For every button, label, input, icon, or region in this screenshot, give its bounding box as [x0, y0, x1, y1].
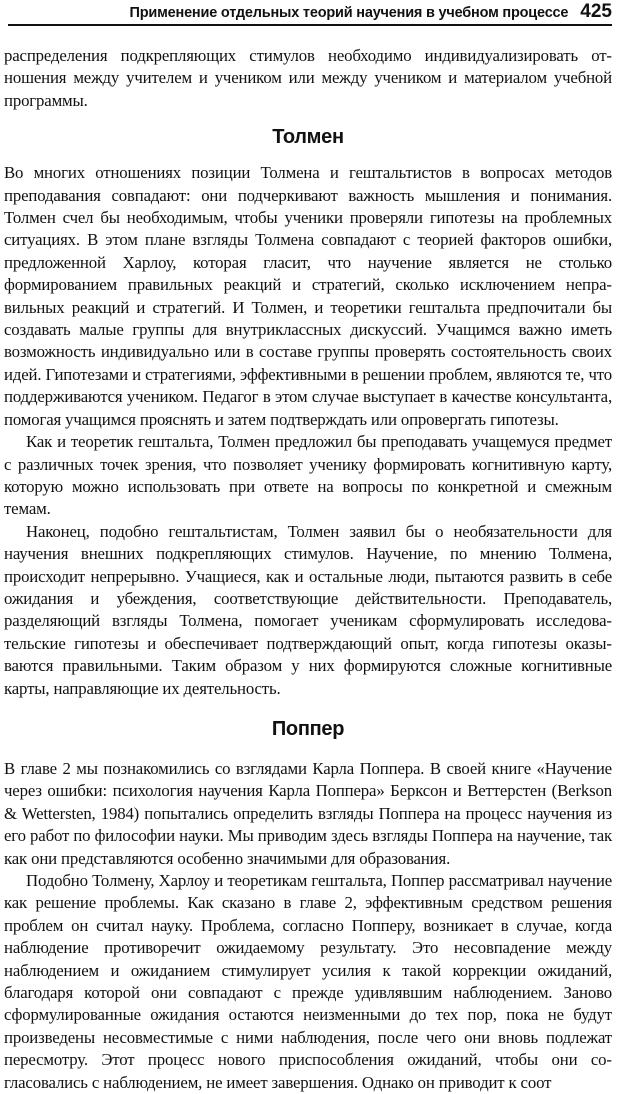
- tolman-paragraph-2: Как и теоретик гештальта, Толмен предложил бы преподавать учащемуся предмет с различных точек зрения, что позволяет ученику формировать когнитивную карту, которую можно использовать при ответе на вопросы по конкретной и смежным темам.: [4, 432, 612, 519]
- section-heading-popper: Поппер: [271, 717, 345, 740]
- intro-paragraph: распределения подкрепляющих стимулов необходимо индивидуализировать отношения между учителем и учеником или между учеником и материалом учебной программы.: [4, 46, 612, 110]
- tolman-paragraph-1: Во многих отношениях позиции Толмена и гештальтистов в вопросах методов преподавания совпадают: они подчеркивают важность мышления и понимания. Толмен счел бы необходимым, чтобы ученики проверяли гипотезы на проблемных ситуациях. В этом плане взгляды Толмена совпадают с теорией факторов ошибки, предложенной Харлоу, которая гласит, что научение является не столько формированием правильных реакций и стратегий, сколько исключением неправильных реакций и стратегий. И Толмен, и теоретики гештальта предпочитали бы создавать малые группы для внутриклассных дискуссий. Учащимся важно иметь возможность индивидуально или в составе группы проверять состоятельность своих идей. Гипотезами и стратегиями, эффективными в решении проблем, являются те, что поддерживаются учеником. Педагог в этом случае выступает в качестве консультанта, помогая учащимся прояснять и затем подтверждать или опровергать гипотезы.: [4, 163, 612, 429]
- popper-paragraph-1: В главе 2 мы познакомились со взглядами Карла Поппера. В своей книге «Научение через ошибки: психология научения Карла Поппера» Берксон и Веттерстен (Berkson & Wettersten, 1984) попытались определить взгляды Поппера на процесс научения из его работ по философии науки. Мы приводим здесь взгляды Поппера на научение, так как они представляются особенно значимыми для образования.: [4, 758, 612, 868]
- running-header: [8, 2, 612, 26]
- body-text: [4, 45, 612, 1094]
- page-number: 425: [580, 1, 612, 22]
- section-heading-tolman: Толмен: [272, 126, 344, 149]
- running-title: Применение отдельных теорий научения в учебном процессе: [129, 5, 569, 21]
- popper-paragraph-2: Подобно Толмену, Харлоу и теоретикам гештальта, Поппер рассматривал научение как решение проблемы. Как сказано в главе 2, эффективным средством решения проблем он считал науку. Проблема, согласно Попперу, возникает в случае, когда наблюдение противоречит ожидаемому результату. Это несовпадение между наблюдением и ожиданием стимулирует усилия к такой коррекции ожиданий, благодаря которой они совпадают с прежде удивлявшим наблюдением. Заново сформулированные ожидания остаются неизменными до тех пор, пока не будут произведены несовместимые с ними наблюдения, после чего они вновь подлежат пересмотру. Этот процесс нового приспособления ожиданий, чтобы они согласовались с наблюдением, не имеет завершения. Однако он приводит к соот: [4, 871, 612, 1092]
- tolman-paragraph-3: Наконец, подобно гештальтистам, Толмен заявил бы о необязательности для научения внешних подкрепляющих стимулов. Научение, по мнению Толмена, происходит непрерывно. Учащиеся, как и остальные люди, пытаются развить в себе ожидания и убеждения, соответствующие действительности. Преподаватель, разделяющий взгляды Толмена, помогает ученикам сформулировать исследовательские гипотезы и обеспечивает подтверждающий опыт, когда гипотезы оказываются правильными. Таким образом у них формируются сложные когнитивные карты, направляющие их деятельность.: [4, 521, 612, 698]
